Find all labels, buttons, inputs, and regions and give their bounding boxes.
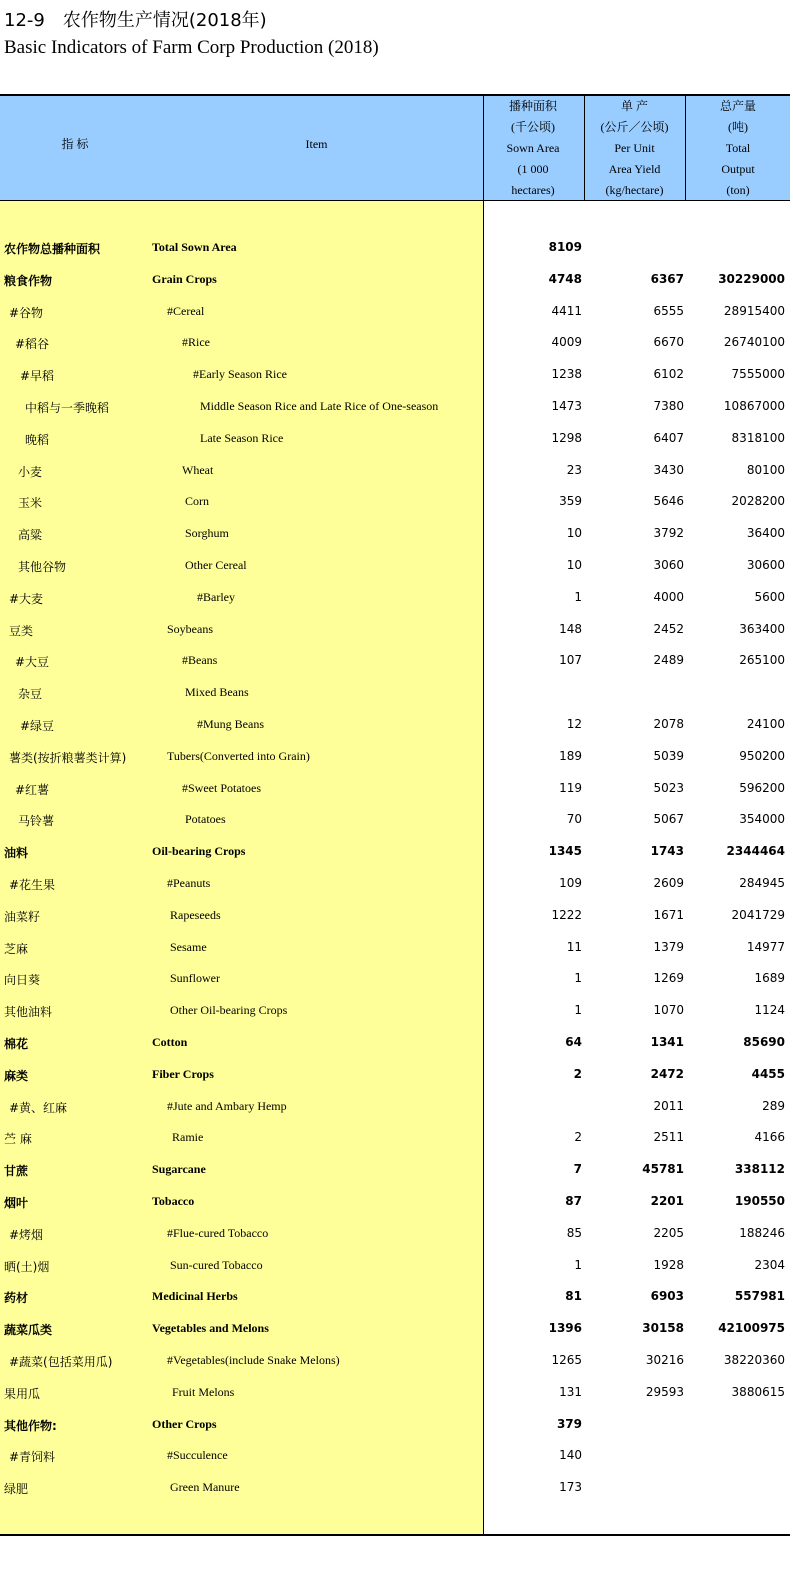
cell-unit-yield: 2452 — [653, 621, 684, 636]
header-yield-line: (公斤／公顷) — [600, 120, 669, 134]
header-sown-line: hectares) — [511, 183, 555, 197]
cell-unit-yield: 2205 — [653, 1225, 684, 1240]
table-row — [0, 741, 790, 773]
cell-sown-area: 10 — [566, 558, 582, 572]
table-row — [0, 1409, 790, 1441]
cell-total-output: 4166 — [754, 1130, 785, 1145]
cell-total-output: 28915400 — [723, 303, 785, 318]
table-row — [0, 296, 790, 328]
cell-total-output: 42100975 — [718, 1321, 785, 1336]
cell-unit-yield: 45781 — [642, 1162, 684, 1177]
row-label-cn: 油菜籽 — [4, 909, 41, 924]
header-item: Item — [305, 137, 328, 151]
row-label-cn: 绿肥 — [4, 1482, 29, 1497]
cell-unit-yield: 5023 — [653, 780, 684, 795]
row-label-cn: 其他作物: — [4, 1418, 57, 1433]
cell-sown-area: 2 — [573, 1066, 582, 1081]
cell-unit-yield: 29593 — [645, 1384, 684, 1399]
cell-sown-area: 87 — [565, 1194, 582, 1208]
row-label-en: Fiber Crops — [152, 1066, 214, 1081]
cell-sown-area: 2 — [574, 1130, 582, 1145]
cell-sown-area: 131 — [559, 1384, 582, 1399]
table-row — [0, 1313, 790, 1345]
row-label-cn: #稻谷 — [15, 337, 50, 352]
cell-total-output: 363400 — [739, 621, 785, 636]
table-row — [0, 327, 790, 359]
cell-sown-area: 85 — [566, 1225, 582, 1240]
cell-total-output: 190550 — [734, 1194, 785, 1208]
table-row — [0, 804, 790, 836]
row-label-en: Middle Season Rice and Late Rice of One-season — [200, 399, 439, 413]
cell-sown-area: 1222 — [551, 907, 582, 922]
row-label-cn: 晚稻 — [25, 432, 50, 447]
cell-unit-yield: 5067 — [653, 812, 684, 827]
row-label-en: Ramie — [172, 1130, 204, 1145]
cell-sown-area: 1238 — [551, 367, 582, 382]
table-row — [0, 1154, 790, 1186]
row-label-cn: 中稻与一季晚稻 — [25, 401, 110, 415]
table-row — [0, 582, 790, 614]
column-divider — [685, 96, 686, 200]
row-label-en: Grain Crops — [152, 271, 217, 286]
row-label-en: Oil-bearing Crops — [152, 844, 246, 859]
cell-sown-area: 81 — [565, 1289, 582, 1304]
row-label-en: Tubers(Converted into Grain) — [167, 748, 310, 763]
row-label-en: #Peanuts — [167, 876, 211, 890]
row-label-en: #Sweet Potatoes — [182, 780, 261, 795]
row-label-cn: 药材 — [4, 1291, 29, 1306]
cell-unit-yield: 7380 — [653, 399, 684, 413]
cell-total-output: 30229000 — [718, 271, 785, 286]
cell-unit-yield: 3792 — [653, 526, 684, 541]
header-yield-line: (kg/hectare) — [605, 183, 664, 197]
cell-sown-area: 23 — [566, 462, 582, 477]
table-row — [0, 1345, 790, 1377]
cell-total-output: 5600 — [754, 589, 785, 604]
cell-sown-area: 107 — [559, 653, 582, 668]
cell-unit-yield: 2472 — [650, 1066, 684, 1081]
cell-sown-area: 189 — [559, 748, 582, 763]
table-row — [0, 963, 790, 995]
header-total-output — [686, 96, 790, 201]
table-row — [0, 232, 790, 264]
cell-total-output: 38220360 — [723, 1353, 785, 1367]
row-label-cn: 粮食作物 — [4, 273, 53, 288]
row-label-cn: #花生果 — [9, 878, 56, 892]
cell-unit-yield: 6367 — [650, 271, 684, 286]
row-label-en: Potatoes — [185, 812, 226, 827]
column-divider — [584, 96, 585, 200]
cell-unit-yield: 5646 — [653, 494, 684, 509]
cell-sown-area: 148 — [559, 621, 582, 636]
row-label-cn: 麻类 — [4, 1068, 29, 1083]
header-yield-line: Per Unit — [614, 141, 655, 155]
cell-total-output: 338112 — [734, 1162, 785, 1177]
cell-total-output: 85690 — [743, 1035, 785, 1049]
cell-sown-area: 8109 — [548, 240, 582, 254]
row-label-cn: 高粱 — [18, 528, 43, 543]
header-output-line: (ton) — [726, 183, 750, 197]
row-label-en: Sugarcane — [152, 1162, 206, 1177]
cell-unit-yield: 2511 — [653, 1130, 684, 1145]
cell-unit-yield: 3430 — [653, 462, 684, 477]
row-label-cn: 农作物总播种面积 — [4, 242, 101, 256]
row-label-en: Sorghum — [185, 526, 229, 541]
cell-total-output: 4455 — [751, 1066, 785, 1081]
cell-total-output: 36400 — [746, 526, 785, 541]
table-row — [0, 1440, 790, 1472]
cell-unit-yield: 6407 — [653, 430, 684, 445]
row-label-cn: 小麦 — [18, 464, 43, 479]
row-label-cn: #早稻 — [20, 369, 55, 384]
cell-sown-area: 4411 — [551, 303, 582, 318]
cell-sown-area: 10 — [566, 526, 582, 541]
row-label-en: Sunflower — [170, 971, 220, 986]
table-row — [0, 1091, 790, 1123]
cell-total-output: 7555000 — [731, 367, 785, 382]
cell-total-output: 354000 — [739, 812, 785, 827]
row-label-cn: 其他谷物 — [18, 560, 67, 574]
row-label-cn: #青饲料 — [9, 1450, 56, 1465]
cell-unit-yield: 1671 — [653, 907, 684, 922]
cell-sown-area: 4748 — [548, 271, 582, 286]
header-sown-line: (1 000 — [517, 162, 549, 176]
table-row — [0, 423, 790, 455]
cell-total-output: 80100 — [746, 462, 785, 477]
table-row — [0, 455, 790, 487]
cell-sown-area: 1298 — [551, 430, 582, 445]
table-row — [0, 550, 790, 582]
row-label-cn: 豆类 — [9, 623, 34, 638]
row-label-en: #Early Season Rice — [193, 367, 287, 382]
row-label-cn: 苎 麻 — [4, 1132, 32, 1147]
cell-unit-yield: 2609 — [653, 876, 684, 890]
row-label-en: #Mung Beans — [197, 717, 264, 731]
row-label-en: Medicinal Herbs — [152, 1289, 238, 1304]
cell-total-output: 950200 — [739, 748, 785, 763]
table-row — [0, 1059, 790, 1091]
header-output-line: (吨) — [728, 120, 748, 134]
cell-sown-area: 1396 — [548, 1321, 582, 1336]
header-indicator: 指 标 — [61, 137, 89, 151]
row-label-cn: 蔬菜瓜类 — [4, 1323, 53, 1338]
row-label-cn: 芝麻 — [4, 941, 29, 956]
cell-total-output: 1689 — [754, 971, 785, 986]
table-row — [0, 518, 790, 550]
table-number-title-cn: 12-9 农作物生产情况(2018年) — [4, 10, 267, 31]
row-label-en: Total Sown Area — [152, 240, 237, 254]
row-label-en: #Rice — [182, 335, 210, 350]
cell-total-output: 188246 — [739, 1225, 785, 1240]
cell-total-output: 2041729 — [731, 907, 785, 922]
row-label-en: Fruit Melons — [172, 1384, 235, 1399]
cell-unit-yield: 1269 — [653, 971, 684, 986]
row-label-en: Vegetables and Melons — [152, 1321, 269, 1336]
header-sown-line: (千公顷) — [511, 120, 555, 134]
row-label-en: Cotton — [152, 1035, 188, 1049]
cell-sown-area: 1345 — [548, 844, 582, 859]
row-label-en: Mixed Beans — [185, 685, 249, 700]
cell-unit-yield: 2078 — [653, 717, 684, 731]
row-label-cn: #大麦 — [9, 591, 44, 606]
cell-total-output: 557981 — [734, 1289, 785, 1304]
cell-sown-area: 1 — [574, 589, 582, 604]
table-row — [0, 773, 790, 805]
cell-total-output: 2304 — [754, 1257, 785, 1272]
cell-sown-area: 359 — [559, 494, 582, 509]
cell-sown-area: 1265 — [551, 1353, 582, 1367]
row-label-cn: 果用瓜 — [4, 1386, 41, 1401]
cell-total-output: 14977 — [746, 939, 785, 954]
table-row — [0, 1186, 790, 1218]
row-label-cn: 其他油料 — [4, 1005, 53, 1020]
cell-unit-yield: 6670 — [653, 335, 684, 350]
cell-sown-area: 70 — [566, 812, 582, 827]
cell-unit-yield: 1341 — [650, 1035, 684, 1049]
header-output-line: Output — [721, 162, 755, 176]
table-row — [0, 995, 790, 1027]
cell-sown-area: 1 — [574, 1003, 582, 1018]
cell-unit-yield: 6555 — [653, 303, 684, 318]
cell-total-output: 1124 — [754, 1003, 785, 1018]
cell-total-output: 30600 — [746, 558, 785, 572]
header-sown-line: 播种面积 — [508, 99, 557, 113]
cell-total-output: 2344464 — [726, 844, 785, 859]
row-label-cn: 油料 — [4, 846, 29, 861]
table-row — [0, 1250, 790, 1282]
table-bottom-rule — [0, 1534, 790, 1536]
cell-sown-area: 12 — [566, 717, 582, 731]
row-label-cn: #黄、红麻 — [9, 1100, 68, 1115]
cell-total-output: 3880615 — [731, 1384, 785, 1399]
header-sown-line: Sown Area — [506, 141, 560, 155]
cell-sown-area: 7 — [573, 1162, 582, 1177]
cell-unit-yield: 2011 — [653, 1098, 684, 1113]
cell-sown-area: 379 — [556, 1416, 582, 1431]
table-row — [0, 900, 790, 932]
table-row — [0, 486, 790, 518]
cell-total-output: 24100 — [746, 717, 785, 731]
table-title-en: Basic Indicators of Farm Corp Production (2018) — [4, 37, 379, 58]
table-row — [0, 391, 790, 423]
header-output-line: Total — [725, 141, 751, 155]
cell-sown-area: 1473 — [551, 399, 582, 413]
table-row — [0, 1472, 790, 1504]
cell-sown-area: 1 — [574, 971, 582, 986]
table-row — [0, 677, 790, 709]
cell-total-output: 8318100 — [731, 430, 785, 445]
cell-sown-area: 119 — [559, 780, 582, 795]
cell-sown-area: 64 — [565, 1035, 582, 1049]
cell-sown-area: 173 — [559, 1480, 582, 1495]
row-label-en: Tobacco — [152, 1194, 195, 1208]
table-row — [0, 1122, 790, 1154]
cell-sown-area: 109 — [559, 876, 582, 890]
row-label-cn: 马铃薯 — [18, 814, 55, 829]
header-yield-line: Area Yield — [608, 162, 661, 176]
row-label-en: #Jute and Ambary Hemp — [167, 1098, 287, 1113]
row-label-cn: 棉花 — [4, 1037, 29, 1051]
cell-total-output: 26740100 — [723, 335, 785, 350]
row-label-en: Sun-cured Tobacco — [170, 1257, 263, 1272]
cell-unit-yield: 1379 — [653, 939, 684, 954]
cell-unit-yield: 1070 — [653, 1003, 684, 1018]
cell-unit-yield: 1928 — [653, 1257, 684, 1272]
table-row — [0, 709, 790, 741]
header-sown-area — [483, 96, 583, 201]
table-row — [0, 614, 790, 646]
cell-unit-yield: 1743 — [650, 844, 684, 859]
row-label-cn: 向日葵 — [4, 973, 41, 988]
row-label-en: #Beans — [182, 653, 218, 668]
cell-unit-yield: 3060 — [653, 558, 684, 572]
table-row — [0, 868, 790, 900]
header-unit-yield — [584, 96, 685, 201]
table-row — [0, 932, 790, 964]
row-label-cn: 晒(土)烟 — [4, 1259, 50, 1274]
cell-sown-area: 11 — [566, 939, 582, 954]
cell-unit-yield: 6102 — [653, 367, 684, 382]
row-label-en: #Cereal — [167, 303, 205, 318]
row-label-en: Sesame — [170, 939, 207, 954]
row-label-en: Other Oil-bearing Crops — [170, 1003, 288, 1018]
row-label-en: Other Crops — [152, 1416, 217, 1431]
row-label-cn: 甘蔗 — [4, 1164, 29, 1179]
table-row — [0, 264, 790, 296]
header-output-line: 总产量 — [719, 99, 756, 113]
header-yield-line: 单 产 — [620, 99, 648, 113]
cell-unit-yield: 30216 — [645, 1353, 684, 1367]
row-label-cn: 杂豆 — [18, 687, 43, 702]
table-row — [0, 1027, 790, 1059]
row-label-cn: #绿豆 — [20, 719, 55, 733]
row-label-cn: 玉米 — [18, 496, 43, 511]
row-label-en: #Vegetables(include Snake Melons) — [167, 1353, 340, 1367]
cell-total-output: 284945 — [739, 876, 785, 890]
cell-total-output: 265100 — [739, 653, 785, 668]
table-row — [0, 645, 790, 677]
row-label-cn: #谷物 — [9, 305, 44, 320]
row-label-cn: 薯类(按折粮薯类计算) — [9, 750, 127, 765]
table-row — [0, 1218, 790, 1250]
row-label-cn: #红薯 — [15, 782, 50, 797]
cell-unit-yield: 2489 — [653, 653, 684, 668]
cell-sown-area: 4009 — [551, 335, 582, 350]
cell-unit-yield: 30158 — [642, 1321, 684, 1336]
row-label-cn: 烟叶 — [4, 1196, 29, 1210]
row-label-en: Corn — [185, 494, 209, 509]
table-row — [0, 1377, 790, 1409]
cell-sown-area: 140 — [559, 1448, 582, 1463]
row-label-en: #Flue-cured Tobacco — [167, 1225, 269, 1240]
cell-sown-area: 1 — [574, 1257, 582, 1272]
row-label-en: Green Manure — [170, 1480, 240, 1495]
row-label-en: Other Cereal — [185, 558, 247, 572]
cell-total-output: 596200 — [739, 780, 785, 795]
cell-unit-yield: 2201 — [650, 1194, 684, 1208]
row-label-en: Late Season Rice — [200, 430, 284, 445]
row-label-en: #Barley — [197, 589, 235, 604]
table-row — [0, 359, 790, 391]
table-row — [0, 1281, 790, 1313]
row-label-cn: #蔬菜(包括菜用瓜) — [9, 1355, 113, 1369]
cell-total-output: 289 — [762, 1098, 785, 1113]
row-label-cn: #烤烟 — [9, 1227, 44, 1242]
cell-total-output: 10867000 — [723, 399, 785, 413]
cell-unit-yield: 4000 — [653, 589, 684, 604]
row-label-en: #Succulence — [167, 1448, 228, 1463]
row-label-en: Soybeans — [167, 621, 213, 636]
row-label-cn: #大豆 — [15, 655, 50, 670]
row-label-en: Wheat — [182, 462, 214, 477]
table-row — [0, 836, 790, 868]
cell-unit-yield: 5039 — [653, 748, 684, 763]
cell-unit-yield: 6903 — [650, 1289, 684, 1304]
row-label-en: Rapeseeds — [170, 907, 221, 922]
cell-total-output: 2028200 — [731, 494, 785, 509]
